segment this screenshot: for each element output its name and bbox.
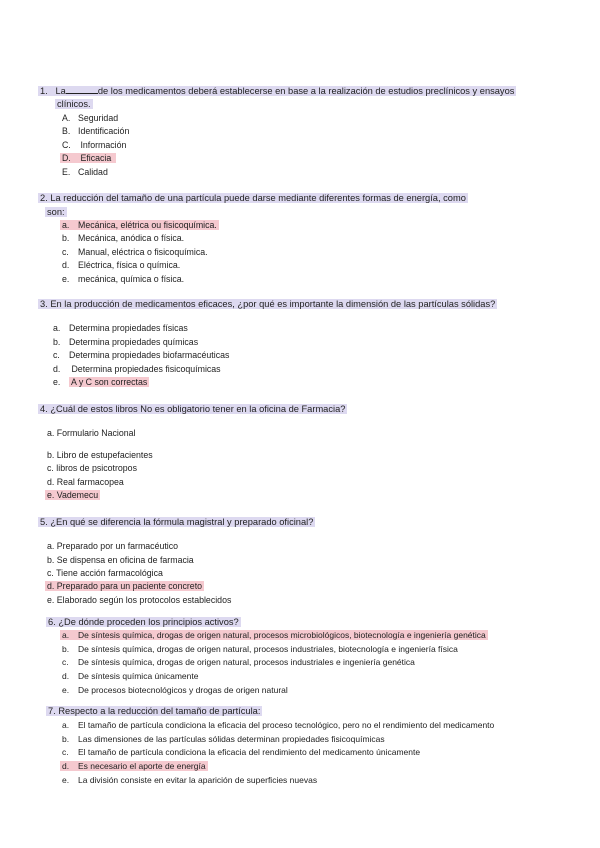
q5-option-c <box>47 567 163 581</box>
option-marker: B. <box>62 126 71 136</box>
q6-option-b <box>62 643 458 657</box>
option-text: La división consiste en evitar la aparición de superficies nuevas <box>78 775 318 785</box>
option-text: Mecánica, elétrica ou fisicoquímica. <box>78 220 217 230</box>
question-6 <box>46 616 241 629</box>
q3-option-c <box>53 349 229 363</box>
option-marker: d. <box>53 364 61 374</box>
option-text: mecánica, química o física. <box>78 274 185 284</box>
q6-option-e <box>62 684 288 698</box>
option-marker: c. <box>62 657 69 667</box>
q1-option-a <box>62 112 118 126</box>
option-text: Eficacia <box>80 153 112 163</box>
option-text: De síntesis química únicamente <box>78 671 199 681</box>
question-2-line2 <box>45 206 67 219</box>
question-2-line1: 2. La reducción del tamaño de una partícula puede darse mediante diferentes formas de energía, como <box>40 193 466 203</box>
question-1 <box>38 85 516 98</box>
q3-option-d <box>53 363 221 377</box>
option-text: Las dimensiones de las partículas sólidas determinan propiedades fisicoquímicas <box>78 734 385 744</box>
option-marker: a. <box>62 720 70 730</box>
option-text: c. libros de psicotropos <box>47 463 137 473</box>
option-marker: a. <box>53 323 61 333</box>
correct-answer-highlight: e. Vademecu <box>47 490 99 500</box>
question-1-rest: de los medicamentos deberá establecerse en base a la realización de estudios preclínicos y ensayos <box>97 86 515 96</box>
option-marker: e. <box>62 685 70 695</box>
question-1-prefix: La <box>55 86 66 96</box>
q4-option-b <box>47 449 153 463</box>
option-text: b. Se dispensa en oficina de farmacia <box>47 555 194 565</box>
option-marker: a. <box>62 630 70 640</box>
question-5-line1: 5. ¿En qué se diferencia la fórmula magistral y preparado oficinal? <box>40 517 314 527</box>
question-7-line1: 7. Respecto a la reducción del tamaño de partícula: <box>48 706 261 716</box>
q4-option-e-correct <box>45 489 100 503</box>
option-marker: d. <box>62 761 70 771</box>
option-marker: e. <box>62 274 70 284</box>
option-text: Manual, eléctrica o fisicoquímica. <box>78 247 208 257</box>
q5-option-a <box>47 540 178 554</box>
option-marker: c. <box>62 247 69 257</box>
q7-option-a <box>62 719 494 733</box>
q7-option-c <box>62 746 420 760</box>
option-marker: d. <box>62 260 70 270</box>
question-2-line2-text: son: <box>47 207 65 217</box>
option-text: El tamaño de partícula condiciona la eficacia del proceso tecnológico, pero no el rendimiento del medicamento <box>78 720 495 730</box>
q6-option-d <box>62 670 198 684</box>
q7-option-e <box>62 774 317 788</box>
question-2 <box>38 192 468 205</box>
q1-option-c <box>62 139 126 153</box>
option-marker: D. <box>62 153 71 163</box>
option-text: Identificación <box>78 126 130 136</box>
option-text: Calidad <box>78 167 108 177</box>
option-marker: E. <box>62 167 71 177</box>
q2-option-e <box>62 273 184 287</box>
question-1-number: 1. <box>40 86 48 96</box>
question-4-line1: 4. ¿Cuál de estos libros No es obligatorio tener en la oficina de Farmacia? <box>40 404 346 414</box>
option-marker: b. <box>62 734 70 744</box>
question-5 <box>38 516 315 529</box>
option-text: De síntesis química, drogas de origen natural, procesos industriales, biotecnología e ingeniería física <box>78 644 458 654</box>
option-text: Es necesario el aporte de energía <box>78 761 206 771</box>
question-1-line1 <box>38 86 516 96</box>
option-text: d. Real farmacopea <box>47 477 124 487</box>
option-text: Determina propiedades biofarmacéuticas <box>69 350 230 360</box>
option-text: Eléctrica, física o química. <box>78 260 181 270</box>
option-text: a. Formulario Nacional <box>47 428 136 438</box>
q5-option-b <box>47 554 194 568</box>
option-text: De procesos biotecnológicos y drogas de origen natural <box>78 685 288 695</box>
correct-answer-highlight <box>60 630 488 640</box>
option-text: Mecánica, anódica o física. <box>78 233 185 243</box>
q5-option-d-correct <box>45 580 204 594</box>
q4-option-d <box>47 476 124 490</box>
question-4 <box>38 403 347 416</box>
correct-answer-highlight <box>60 153 116 163</box>
option-marker: e. <box>53 377 61 387</box>
q2-option-a-correct <box>60 219 219 233</box>
option-text: El tamaño de partícula condiciona la eficacia del rendimiento del medicamento únicamente <box>78 747 421 757</box>
question-3 <box>38 298 497 311</box>
q2-option-b <box>62 232 184 246</box>
question-3-line1: 3. En la producción de medicamentos eficaces, ¿por qué es importante la dimensión de las partículas sólidas? <box>40 299 496 309</box>
option-text: c. Tiene acción farmacológica <box>47 568 163 578</box>
option-marker: A. <box>62 113 71 123</box>
option-text: b. Libro de estupefacientes <box>47 450 153 460</box>
option-text: De síntesis química, drogas de origen natural, procesos industriales e ingeniería genética <box>78 657 415 667</box>
question-1-line2-text: clínicos. <box>57 99 91 109</box>
option-marker: c. <box>53 350 60 360</box>
q3-option-e-correct <box>53 376 149 390</box>
option-marker: C. <box>62 140 71 150</box>
correct-answer-highlight: d. Preparado para un paciente concreto <box>47 581 203 591</box>
option-marker: d. <box>62 671 70 681</box>
option-marker: b. <box>62 644 70 654</box>
option-marker: b. <box>62 233 70 243</box>
option-text: Determina propiedades químicas <box>69 337 199 347</box>
q6-option-a-correct <box>60 629 488 643</box>
option-text: Seguridad <box>78 113 119 123</box>
q1-option-b <box>62 125 129 139</box>
q3-option-b <box>53 336 198 350</box>
q6-option-c <box>62 656 415 670</box>
option-marker: b. <box>53 337 61 347</box>
question-6-line1: 6. ¿De dónde proceden los principios activos? <box>48 617 239 627</box>
q2-option-d <box>62 259 180 273</box>
question-7 <box>46 705 262 718</box>
correct-answer-highlight: A y C son correctas <box>71 377 148 387</box>
option-text: Determina propiedades físicas <box>69 323 188 333</box>
q2-option-c <box>62 246 208 260</box>
q7-option-b <box>62 733 385 747</box>
q1-option-d-correct <box>60 152 116 166</box>
option-text: e. Elaborado según los protocolos establecidos <box>47 595 232 605</box>
q1-option-e <box>62 166 108 180</box>
option-text: Determina propiedades fisicoquímicas <box>71 364 221 374</box>
q5-option-e <box>47 594 231 608</box>
option-text: De síntesis química, drogas de origen natural, procesos microbiológicos, biotecnología e ingeniería genética <box>78 630 486 640</box>
q3-option-a <box>53 322 188 336</box>
q7-option-d-correct <box>60 760 208 774</box>
question-1-blank <box>66 85 98 94</box>
correct-answer-highlight <box>60 220 219 230</box>
question-1-line2 <box>55 98 93 111</box>
option-marker: c. <box>62 747 69 757</box>
correct-answer-highlight <box>60 761 208 771</box>
option-marker: e. <box>62 775 70 785</box>
option-marker: a. <box>62 220 70 230</box>
q4-option-a <box>47 427 136 441</box>
q4-option-c <box>47 462 137 476</box>
option-text: a. Preparado por un farmacéutico <box>47 541 179 551</box>
option-text: Información <box>80 140 127 150</box>
